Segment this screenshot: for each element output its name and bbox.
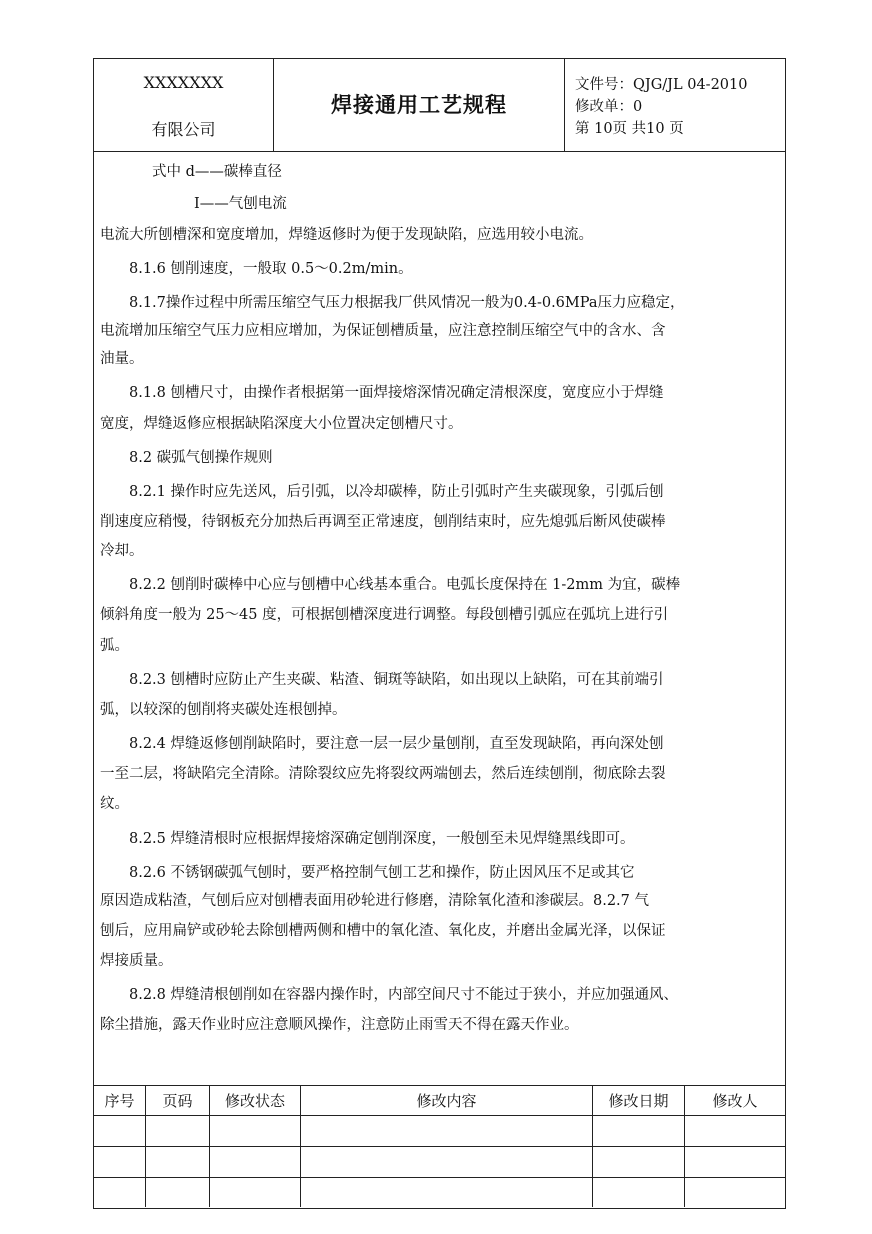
document-frame (93, 58, 786, 1209)
document-header (94, 59, 785, 152)
text-line: 冷却。 (100, 543, 144, 559)
company-name-line1: XXXXXXX (143, 73, 224, 92)
text-line: 削速度应稍慢，待钢板充分加热后再调至正常速度，刨削结束时，应先熄弧后断风使碳棒 (100, 514, 666, 530)
column-header: 修改状态 (210, 1086, 301, 1115)
table-cell (685, 1116, 785, 1146)
text-line: 8.2 碳弧气刨操作规则 (129, 450, 273, 466)
column-header: 修改日期 (593, 1086, 685, 1115)
page-number: 第 10页 共10 页 (575, 121, 684, 137)
text-line: 8.1.6 刨削速度，一般取 0.5～0.2m/min。 (129, 261, 413, 277)
document-title: 焊接通用工艺规程 (331, 92, 507, 117)
table-cell (301, 1147, 593, 1177)
company-name-line2: 有限公司 (151, 120, 216, 139)
revision-number: 修改单：0 (575, 99, 643, 115)
text-line: 弧，以较深的刨削将夹碳处连根刨掉。 (100, 702, 347, 718)
text-line: 油量。 (100, 351, 144, 367)
text-line: 8.2.4 焊缝返修刨削缺陷时，要注意一层一层少量刨削，直至发现缺陷，再向深处刨 (129, 736, 664, 752)
text-line: 8.2.3 刨槽时应防止产生夹碳、粘渣、铜斑等缺陷，如出现以上缺陷，可在其前端引 (129, 672, 664, 688)
column-header: 修改人 (712, 1092, 758, 1110)
title-cell (274, 59, 565, 151)
table-cell (593, 1147, 685, 1177)
text-line: I——气刨电流 (194, 196, 287, 212)
table-cell (301, 1178, 593, 1207)
table-cell (301, 1116, 593, 1146)
table-cell (593, 1116, 685, 1146)
revision-table (94, 1085, 785, 1208)
text-line: 8.1.7操作过程中所需压缩空气压力根据我厂供风情况一般为0.4-0.6MPa压力应稳定， (129, 295, 685, 311)
revision-table-header (94, 1086, 785, 1116)
text-line: 式中 d——碳棒直径 (152, 164, 282, 180)
table-cell (146, 1147, 210, 1177)
text-line: 8.2.6 不锈钢碳弧气刨时，要严格控制气刨工艺和操作，防止因风压不足或其它 (129, 865, 635, 881)
table-cell (210, 1147, 301, 1177)
table-cell (210, 1178, 301, 1207)
text-line: 8.2.2 刨削时碳棒中心应与刨槽中心线基本重合。电弧长度保持在 1-2mm 为宜，碳棒 (129, 577, 681, 593)
table-cell (685, 1178, 785, 1207)
table-cell (210, 1116, 301, 1146)
text-line: 原因造成粘渣，气刨后应对刨槽表面用砂轮进行修磨，清除氧化渣和渗碳层。8.2.7 气 (100, 893, 650, 909)
column-header: 修改内容 (301, 1086, 593, 1115)
file-number: 文件号：QJG/JL 04-2010 (575, 77, 748, 93)
table-cell (685, 1147, 785, 1177)
text-line: 电流增加压缩空气压力应相应增加，为保证刨槽质量，应注意控制压缩空气中的含水、含 (100, 323, 666, 339)
table-cell (94, 1147, 146, 1177)
table-row (94, 1116, 785, 1147)
table-cell (146, 1116, 210, 1146)
text-line: 8.2.1 操作时应先送风，后引弧，以冷却碳棒，防止引弧时产生夹碳现象，引弧后刨 (129, 484, 664, 500)
text-line: 倾斜角度一般为 25～45 度，可根据刨槽深度进行调整。每段刨槽引弧应在弧坑上进行引 (100, 607, 669, 623)
text-line: 8.2.8 焊缝清根刨削如在容器内操作时，内部空间尺寸不能过于狭小，并应加强通风、 (129, 987, 679, 1003)
text-line: 纹。 (100, 796, 129, 812)
text-line: 除尘措施，露天作业时应注意顺风操作，注意防止雨雪天不得在露天作业。 (100, 1017, 579, 1033)
text-line: 8.2.5 焊缝清根时应根据焊接熔深确定刨削深度，一般刨至未见焊缝黑线即可。 (129, 831, 635, 847)
table-cell (593, 1178, 685, 1207)
text-line: 弧。 (100, 638, 129, 654)
table-row (94, 1178, 785, 1207)
text-line: 宽度，焊缝返修应根据缺陷深度大小位置决定刨槽尺寸。 (100, 416, 463, 432)
text-line: 一至二层，将缺陷完全清除。清除裂纹应先将裂纹两端刨去，然后连续刨削，彻底除去裂 (100, 766, 666, 782)
text-line: 8.1.8 刨槽尺寸，由操作者根据第一面焊接熔深情况确定清根深度，宽度应小于焊缝 (129, 385, 664, 401)
text-line: 焊接质量。 (100, 953, 173, 969)
column-header: 页码 (146, 1086, 210, 1115)
table-cell (146, 1178, 210, 1207)
text-line: 电流大所刨槽深和宽度增加，焊缝返修时为便于发现缺陷，应选用较小电流。 (100, 227, 593, 243)
table-cell (94, 1116, 146, 1146)
table-row (94, 1147, 785, 1178)
text-line: 刨后，应用扁铲或砂轮去除刨槽两侧和槽中的氧化渣、氧化皮，并磨出金属光泽，以保证 (100, 923, 666, 939)
column-header: 序号 (94, 1086, 146, 1115)
company-cell (94, 59, 274, 151)
meta-cell (565, 59, 787, 151)
table-cell (94, 1178, 146, 1207)
